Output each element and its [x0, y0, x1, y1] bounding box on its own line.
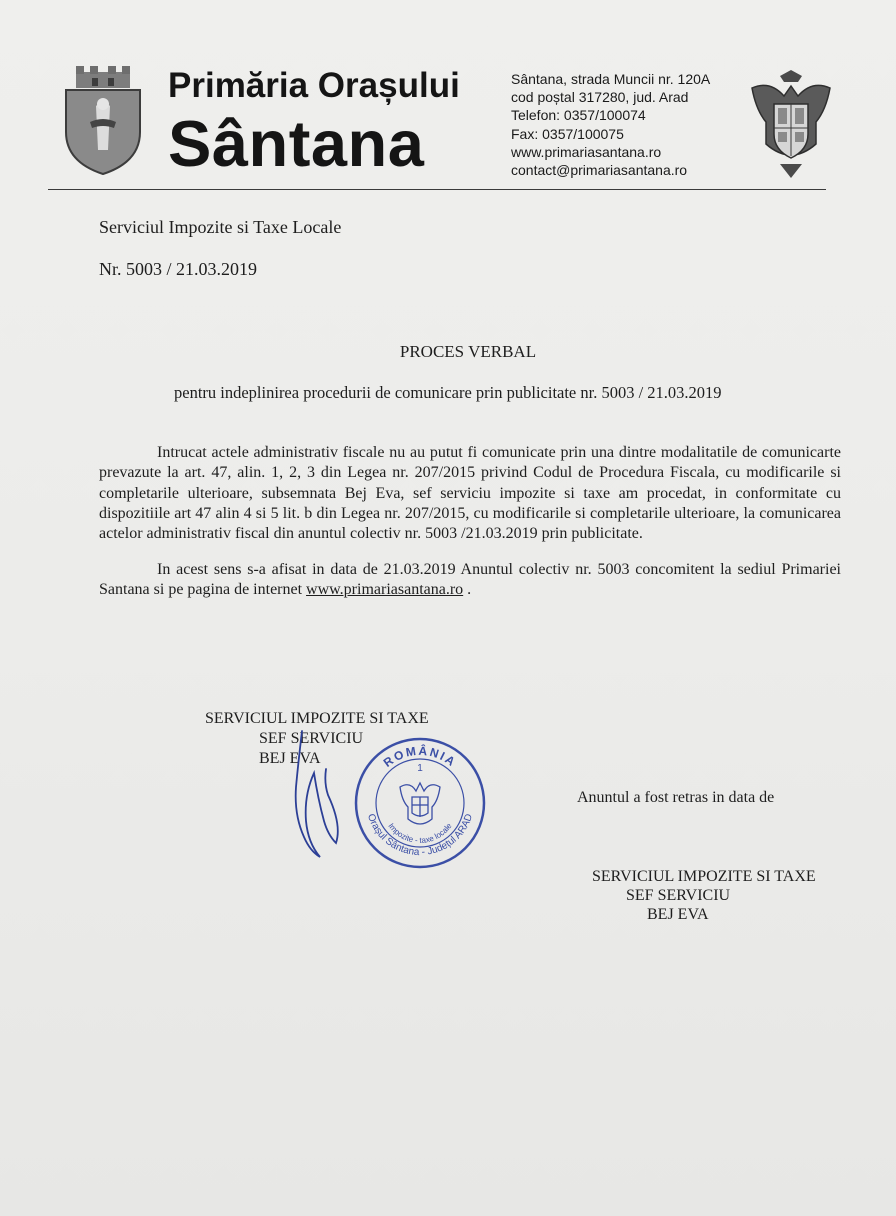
signature-block-right	[592, 867, 816, 924]
paragraph-2-text: In acest sens s-a afisat in data de 21.03.2019 Anuntul colectiv nr. 5003 concomitent la sediul Primariei Santana si pe pagina de internet	[99, 561, 841, 599]
stamp-inner-text: Impozite - taxe locale	[386, 821, 454, 846]
document-title: PROCES VERBAL	[399, 342, 537, 361]
signature-right-name: BEJ EVA	[647, 906, 709, 923]
document-subtitle: pentru indeplinirea procedurii de comunicare prin publicitate nr. 5003 / 21.03.2019	[174, 383, 722, 402]
website-link[interactable]: www.primariasantana.ro	[306, 581, 464, 599]
handwritten-signature-icon	[280, 725, 360, 865]
santana-coat-of-arms-icon	[62, 66, 144, 176]
body-paragraph-2	[99, 560, 841, 601]
body-paragraph-1: Intrucat actele administrativ fiscale nu au putut fi comunicate prin una dintre modalitatile de comunicarte prevazute la art. 47, alin. 1, 2, 3 din Legea nr. 207/2015 privind Codul de Procedura Fiscala, cu modificarile si completarile ulterioare, subsemnata Bej Eva, sef serviciu impozite si taxe am procedat, in conformitate cu dispozitiile art 47 alin 4 si 5 lit. b din Legea nr. 207/2015, cu modificarile si completarile ulterioare, la comunicarea actelor administrativ fiscal din anuntul colectiv nr. 5003 /21.03.2019 prin publicitate.	[99, 444, 841, 543]
signature-right-service: SERVICIUL IMPOZITE SI TAXE	[592, 868, 816, 885]
svg-text:Orașul Sântana - Județul ARAD	[365, 813, 475, 859]
contact-postal: cod poștal 317280, jud. Arad	[511, 89, 689, 106]
contact-email: contact@primariasantana.ro	[511, 162, 688, 179]
signature-left-name: BEJ EVA	[259, 750, 321, 767]
document-number: Nr. 5003 / 21.03.2019	[99, 259, 258, 279]
letterhead-contact	[511, 70, 710, 179]
romania-coat-of-arms-icon	[750, 70, 832, 180]
department-name: Serviciul Impozite si Taxe Locale	[99, 217, 342, 237]
contact-fax: Fax: 0357/100075	[511, 125, 624, 142]
stamp-ring-text: Orașul Sântana - Județul ARAD	[364, 812, 476, 859]
official-stamp	[352, 735, 488, 871]
signature-left-role: SEF SERVICIU	[259, 730, 364, 747]
stamp-eagle-icon	[400, 783, 440, 824]
contact-website: www.primariasantana.ro	[511, 143, 662, 160]
contact-phone: Telefon: 0357/100074	[511, 107, 646, 124]
stamp-number: 1	[417, 763, 423, 774]
letterhead-title-line2: Sântana	[168, 107, 425, 180]
paragraph-2-end: .	[463, 581, 472, 599]
withdrawn-note: Anuntul a fost retras in data de	[577, 789, 775, 806]
letterhead-title-line1: Primăria Orașului	[168, 66, 460, 105]
contact-address: Sântana, strada Muncii nr. 120A	[511, 71, 711, 87]
signature-right-role: SEF SERVICIU	[626, 887, 731, 904]
stamp-top-text: ROMÂNIA	[380, 743, 460, 770]
signature-left-service: SERVICIUL IMPOZITE SI TAXE	[205, 710, 429, 727]
letterhead-divider	[48, 189, 826, 190]
